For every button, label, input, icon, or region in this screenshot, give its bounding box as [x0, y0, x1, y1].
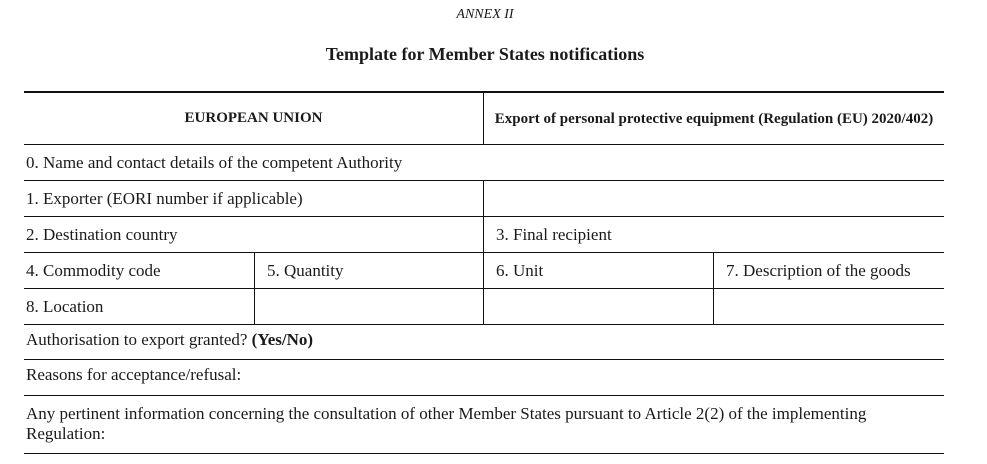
row-authorisation	[24, 325, 944, 360]
field-location: 8. Location	[26, 296, 104, 316]
field-exporter: 1. Exporter (EORI number if applicable)	[26, 188, 303, 208]
annex-label: ANNEX II	[456, 7, 514, 22]
reasons-label: Reasons for acceptance/refusal:	[26, 365, 242, 384]
pertinent-info-label: Any pertinent information concerning the consultation of other Member States pursuant to Article 2(2) of the implementing Regulation:	[26, 404, 867, 443]
authorisation-question: Authorisation to export granted?	[26, 330, 252, 349]
notification-form	[24, 91, 944, 454]
field-description: 7. Description of the goods	[713, 253, 944, 288]
row-reasons	[24, 360, 944, 396]
header-regulation: Export of personal protective equipment (Regulation (EU) 2020/402)	[483, 93, 944, 144]
header-row	[24, 91, 944, 145]
description-value	[713, 289, 944, 324]
row-location	[24, 289, 944, 325]
unit-value	[483, 289, 713, 324]
row-pertinent-info	[24, 396, 944, 454]
row-exporter	[24, 181, 944, 217]
field-destination-country: 2. Destination country	[26, 224, 178, 244]
field-competent-authority: 0. Name and contact details of the competent Authority	[26, 152, 403, 172]
field-commodity-code: 4. Commodity code	[26, 260, 161, 280]
row-goods	[24, 253, 944, 289]
field-unit: 6. Unit	[483, 253, 713, 288]
page-title: Template for Member States notifications	[325, 44, 645, 64]
field-final-recipient: 3. Final recipient	[483, 217, 944, 252]
field-quantity: 5. Quantity	[254, 253, 483, 288]
row-competent-authority	[24, 145, 944, 181]
exporter-value	[483, 181, 944, 216]
authorisation-options: (Yes/No)	[251, 330, 314, 349]
header-european-union: EUROPEAN UNION	[184, 110, 323, 126]
row-destination	[24, 217, 944, 253]
quantity-value	[254, 289, 483, 324]
